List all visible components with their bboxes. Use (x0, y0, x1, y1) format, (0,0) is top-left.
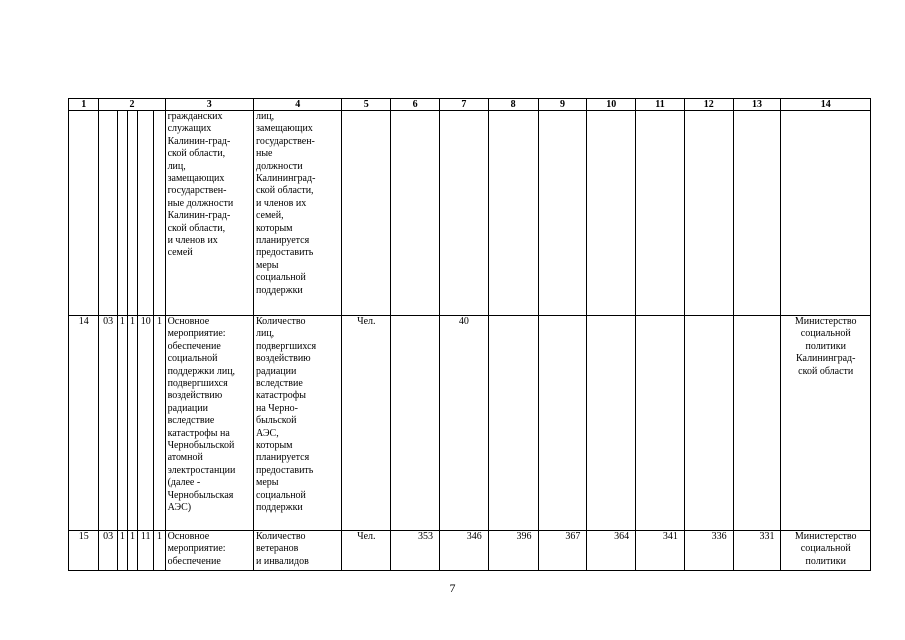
unit-cell: Чел. (342, 316, 391, 531)
code-cell: 03 (99, 316, 117, 531)
value-cell: 346 (439, 531, 488, 571)
cell (733, 111, 781, 316)
header-cell: 12 (684, 99, 733, 111)
header-cell: 1 (69, 99, 99, 111)
value-cell (636, 316, 685, 531)
header-cell: 6 (391, 99, 440, 111)
text-line: радиации (255, 365, 297, 377)
text-line: Основное (167, 316, 210, 327)
text-line: и членов их (255, 197, 307, 209)
cell (587, 111, 636, 316)
table-row (69, 316, 871, 531)
text-line: АЭС) (167, 502, 192, 514)
table-row (69, 111, 871, 316)
text-line: воздействию (167, 390, 223, 402)
text-line: предоставить (255, 464, 314, 476)
event-name-cell (165, 111, 253, 316)
text-line: Калининград- (796, 353, 856, 365)
text-line: обеспечение (167, 340, 221, 352)
indicator-name-cell (253, 111, 341, 316)
text-line: Чернобыльская (167, 489, 234, 501)
cell (99, 111, 117, 316)
indicator-name-cell (253, 531, 341, 571)
cell (781, 111, 871, 316)
text-line: предоставить (255, 247, 314, 259)
text-line: катастрофы на (167, 427, 230, 439)
code-cell: 1 (154, 531, 165, 571)
text-line: (далее - (167, 477, 201, 489)
text-line: политики (805, 340, 846, 352)
text-line: Количество (255, 531, 306, 542)
header-cell: 5 (342, 99, 391, 111)
row-number-cell: 14 (69, 316, 99, 531)
text-line: электростанции (167, 464, 236, 476)
cell (127, 111, 137, 316)
text-line: замещающих (167, 173, 225, 185)
value-cell (684, 316, 733, 531)
header-cell: 13 (733, 99, 781, 111)
text-line: катастрофы (255, 390, 306, 402)
code-cell: 1 (117, 531, 127, 571)
text-line: планируется (255, 235, 310, 247)
value-cell: 341 (636, 531, 685, 571)
cell (636, 111, 685, 316)
data-table (68, 98, 871, 571)
text-line: и инвалидов (255, 555, 309, 567)
header-cell: 2 (99, 99, 165, 111)
header-cell: 14 (781, 99, 871, 111)
text-line: на Черно- (255, 402, 298, 414)
value-cell (391, 316, 440, 531)
header-cell: 4 (253, 99, 341, 111)
text-line: планируется (255, 452, 310, 464)
text-line: лиц, (255, 111, 275, 122)
header-row (69, 99, 871, 111)
cell (117, 111, 127, 316)
code-cell: 1 (117, 316, 127, 531)
cell (488, 111, 538, 316)
code-cell: 1 (154, 316, 165, 531)
value-cell: 367 (538, 531, 587, 571)
cell (391, 111, 440, 316)
text-line: лиц, (167, 160, 186, 172)
text-line: Калинин-град- (167, 135, 231, 147)
text-line: замещающих (255, 123, 313, 135)
text-line: ветеранов (255, 543, 299, 555)
text-line: подвергшихся (167, 378, 228, 390)
text-line: Калинин-град- (167, 210, 231, 222)
value-cell: 331 (733, 531, 781, 571)
indicator-name-cell (253, 316, 341, 531)
value-cell (733, 316, 781, 531)
value-cell (538, 316, 587, 531)
event-name-cell (165, 316, 253, 531)
value-cell: 396 (488, 531, 538, 571)
text-line: ской области (798, 365, 854, 377)
responsible-cell (781, 316, 871, 531)
text-line: Министерство (794, 316, 857, 327)
text-line: семей, (255, 210, 284, 222)
text-line: вследствие (167, 415, 215, 427)
header-cell: 9 (538, 99, 587, 111)
text-line: политики (805, 555, 846, 567)
text-line: обеспечение (167, 555, 221, 567)
text-line: социальной (255, 272, 306, 284)
code-cell: 1 (127, 316, 137, 531)
text-line: Калининград- (255, 173, 316, 185)
header-cell: 3 (165, 99, 253, 111)
value-cell: 336 (684, 531, 733, 571)
text-line: которым (255, 222, 293, 234)
cell (439, 111, 488, 316)
value-cell (587, 316, 636, 531)
text-line: подвергшихся (255, 340, 317, 352)
table-row (69, 531, 871, 571)
value-cell: 40 (439, 316, 488, 531)
unit-cell: Чел. (342, 531, 391, 571)
text-line: социальной (255, 489, 306, 501)
text-line: которым (255, 440, 293, 452)
text-line: ные (255, 148, 273, 160)
text-line: ской области, (255, 185, 314, 197)
code-cell: 1 (127, 531, 137, 571)
text-line: поддержки (255, 502, 303, 514)
cell (538, 111, 587, 316)
text-line: служащих (167, 123, 212, 135)
text-line: меры (255, 477, 279, 489)
text-line: государствен- (255, 135, 315, 147)
text-line: социальной (800, 328, 851, 340)
text-line: социальной (800, 543, 851, 555)
text-line: АЭС, (255, 427, 279, 439)
text-line: государствен- (167, 185, 227, 197)
text-line: гражданских (167, 111, 223, 122)
header-cell: 10 (587, 99, 636, 111)
page-number: 7 (449, 581, 456, 595)
text-line: и членов их (167, 235, 218, 247)
text-line: атомной (167, 452, 203, 464)
text-line: вследствие (255, 378, 303, 390)
text-line: воздействию (255, 353, 311, 365)
text-line: быльской (255, 415, 297, 427)
text-line: социальной (167, 353, 218, 365)
value-cell (488, 316, 538, 531)
text-line: лиц, (255, 328, 275, 340)
event-name-cell (165, 531, 253, 571)
value-cell: 364 (587, 531, 636, 571)
text-line: семей (167, 247, 193, 259)
text-line: Основное (167, 531, 210, 542)
text-line: мероприятие: (167, 328, 226, 340)
cell (69, 111, 99, 316)
text-line: Количество (255, 316, 306, 327)
text-line: меры (255, 259, 279, 271)
code-cell: 10 (138, 316, 154, 531)
text-line: ской области, (167, 222, 226, 234)
code-cell: 11 (138, 531, 154, 571)
responsible-cell (781, 531, 871, 571)
cell (138, 111, 154, 316)
cell (342, 111, 391, 316)
text-line: поддержки лиц, (167, 365, 236, 377)
text-line: мероприятие: (167, 543, 226, 555)
text-line: поддержки (255, 284, 303, 296)
text-line: Чернобыльской (167, 440, 235, 452)
value-cell: 353 (391, 531, 440, 571)
text-line: Министерство (794, 531, 857, 542)
header-cell: 8 (488, 99, 538, 111)
code-cell: 03 (99, 531, 117, 571)
row-number-cell: 15 (69, 531, 99, 571)
text-line: ской области, (167, 148, 226, 160)
cell (154, 111, 165, 316)
header-cell: 7 (439, 99, 488, 111)
text-line: радиации (167, 402, 208, 414)
header-cell: 11 (636, 99, 685, 111)
text-line: ные должности (167, 197, 234, 209)
text-line: должности (255, 160, 303, 172)
cell (684, 111, 733, 316)
